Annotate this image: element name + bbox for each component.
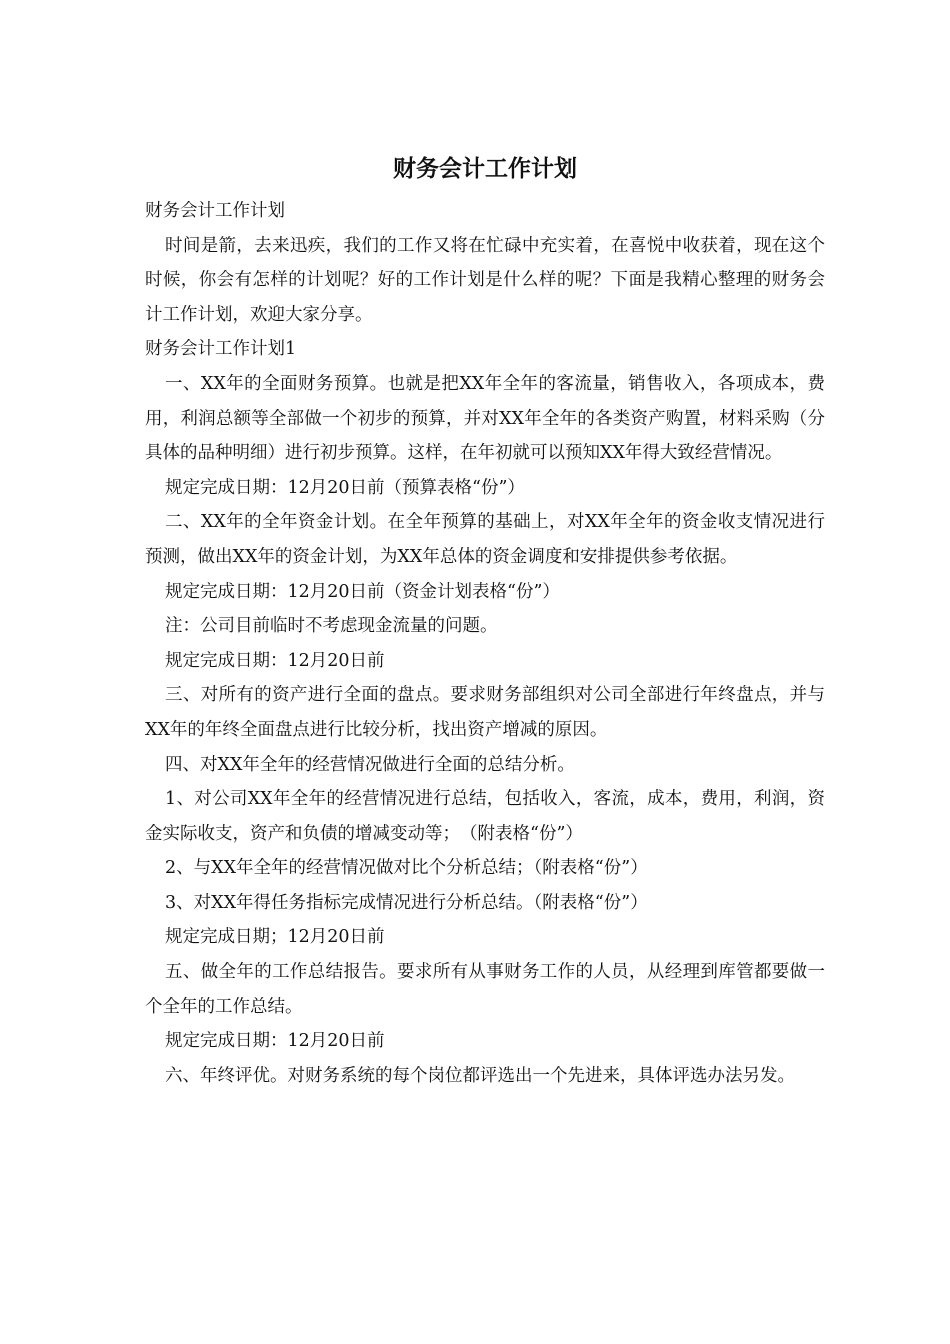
note-cash-flow: 注：公司目前临时不考虑现金流量的问题。 <box>165 616 498 637</box>
deadline-fund-plan: 规定完成日期：12月20日前（资金计划表格“份”） <box>165 581 560 602</box>
item-work-report: 五、做全年的工作总结报告。要求所有从事财务工作的人员，从经理到库管都要做一个全年的工作总结。 <box>145 962 825 1017</box>
deadline-report: 规定完成日期：12月20日前 <box>165 1031 385 1052</box>
deadline-summary: 规定完成日期；12月20日前 <box>165 927 385 948</box>
section-heading: 财务会计工作计划1 <box>145 339 297 360</box>
deadline-budget: 规定完成日期：12月20日前（预算表格“份”） <box>165 477 525 498</box>
item-asset-check: 三、对所有的资产进行全面的盘点。要求财务部组织对公司全部进行年终盘点，并与XX年的年终全面盘点进行比较分析，找出资产增减的原因。 <box>145 685 825 740</box>
intro-paragraph: 时间是箭，去来迅疾，我们的工作又将在忙碌中充实着，在喜悦中收获着，现在这个时候，你会有怎样的计划呢？好的工作计划是什么样的呢？下面是我精心整理的财务会计工作计划，欢迎大家分享。 <box>145 235 825 325</box>
item-evaluation: 六、年终评优。对财务系统的每个岗位都评选出一个先进来，具体评选办法另发。 <box>165 1065 795 1086</box>
item-operation-summary: 四、对XX年全年的经营情况做进行全面的总结分析。 <box>165 754 575 775</box>
document-title: 财务会计工作计划 <box>393 155 577 182</box>
subitem-2: 2、与XX年全年的经营情况做对比个分析总结；（附表格“份”） <box>165 858 648 879</box>
item-fund-plan: 二、XX年的全年资金计划。在全年预算的基础上，对XX年全年的资金收支情况进行预测，做出XX年的资金计划，为XX年总体的资金调度和安排提供参考依据。 <box>145 512 825 567</box>
item-budget: 一、XX年的全面财务预算。也就是把XX年全年的客流量，销售收入，各项成本，费用，利润总额等全部做一个初步的预算，并对XX年全年的各类资产购置，材料采购（分具体的品种明细）进行初步预算。这样，在年初就可以预知XX年得大致经营情况。 <box>145 373 825 464</box>
document-page <box>145 146 825 1093</box>
subtitle-paragraph: 财务会计工作计划 <box>145 201 285 221</box>
subitem-3: 3、对XX年得任务指标完成情况进行分析总结。（附表格“份”） <box>165 892 648 913</box>
deadline-note: 规定完成日期：12月20日前 <box>165 650 385 671</box>
subitem-1: 1、对公司XX年全年的经营情况进行总结，包括收入，客流，成本，费用，利润，资金实际收支，资产和负债的增减变动等； （附表格“份”） <box>145 789 825 844</box>
